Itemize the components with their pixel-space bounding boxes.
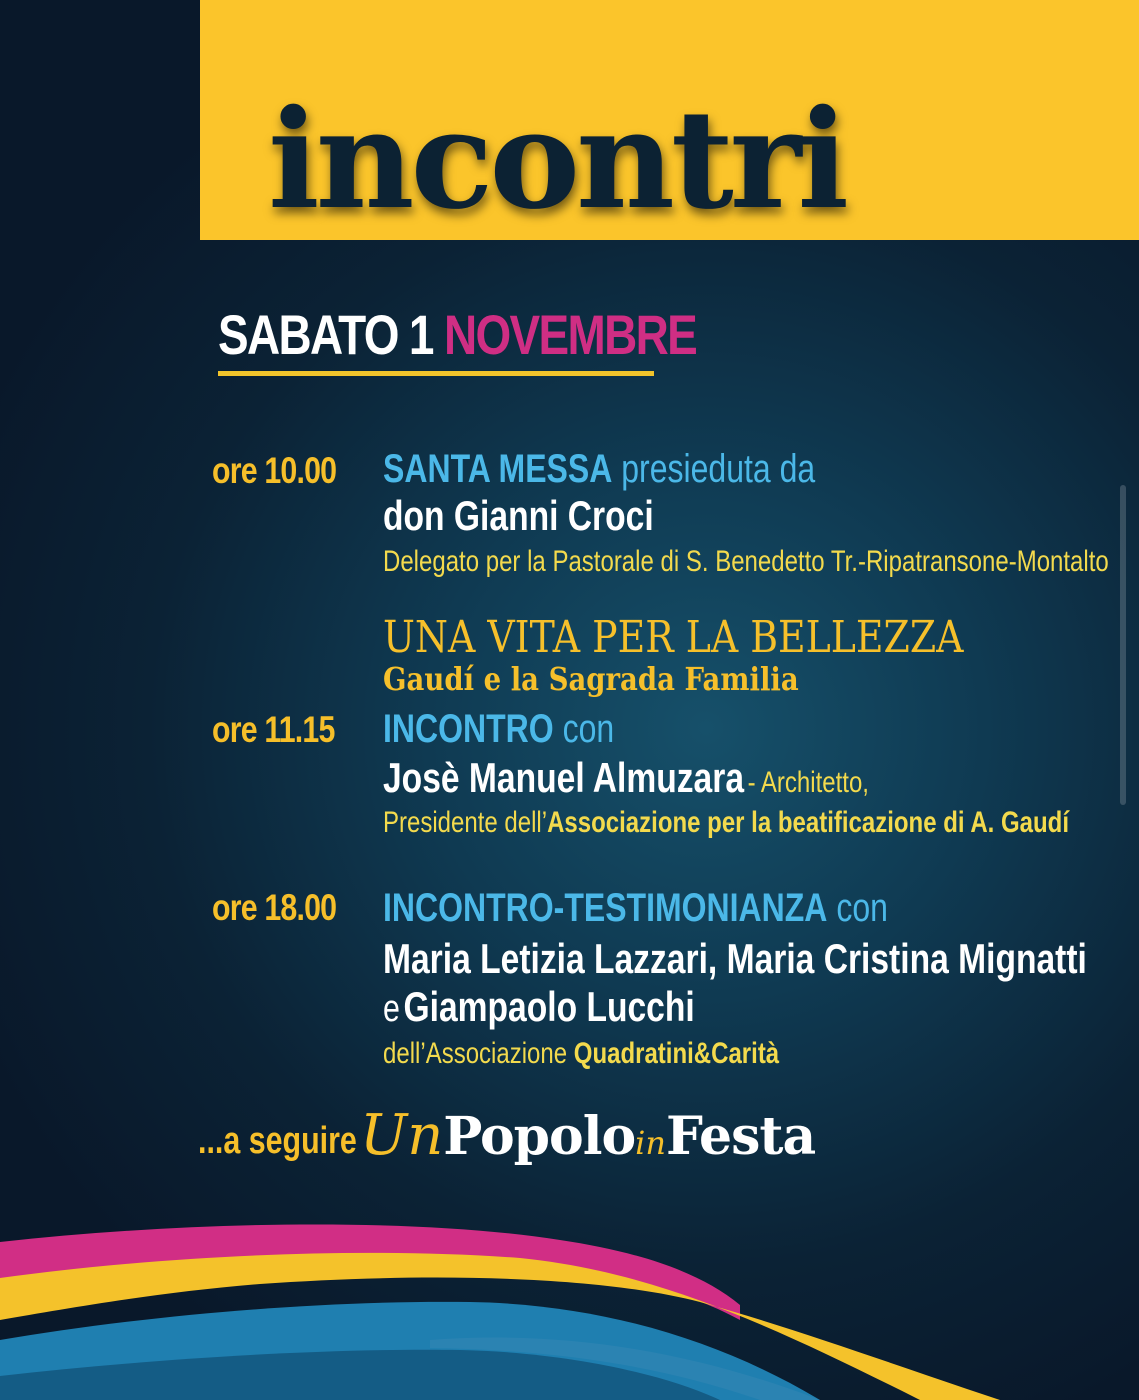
event-3-title-highlight: INCONTRO-TESTIMONIANZA xyxy=(383,886,828,930)
event-1-name: don Gianni Croci xyxy=(383,492,654,539)
follow-text: ...a seguire xyxy=(198,1120,357,1162)
event-3-conj: e xyxy=(383,988,400,1030)
event-2-name-suffix: - Architetto, xyxy=(747,766,869,799)
event-3-time: ore 18.00 xyxy=(212,887,337,928)
logo-un: Un xyxy=(360,1103,444,1168)
event-2-name-line xyxy=(383,754,869,802)
event-3-names-2-line xyxy=(383,983,695,1031)
event-2-role xyxy=(383,806,1069,840)
date-underline xyxy=(218,371,654,376)
scrollbar[interactable] xyxy=(1120,485,1126,805)
event-2-subheading: Gaudí e la Sagrada Familia xyxy=(383,660,799,698)
event-1-role: Delegato per la Pastorale di S. Benedetto Tr.-Ripatransone-Montalto xyxy=(383,545,1109,578)
date-month: NOVEMBRE xyxy=(443,303,697,366)
event-3-names-2: Giampaolo Lucchi xyxy=(403,983,695,1030)
date-day: SABATO 1 xyxy=(218,303,433,366)
event-3-title-rest: con xyxy=(836,886,888,930)
event-2-name: Josè Manuel Almuzara xyxy=(383,754,745,801)
logo-in: in xyxy=(635,1124,666,1162)
logo-festa: Festa xyxy=(665,1106,816,1167)
event-2-heading: UNA VITA PER LA BELLEZZA xyxy=(383,612,964,663)
event-1-title-highlight: SANTA MESSA xyxy=(383,447,613,491)
event-2-title xyxy=(383,707,614,752)
event-3-role-bold: Quadratini&Carità xyxy=(573,1037,780,1070)
event-3-role-prefix: dell’Associazione xyxy=(383,1037,568,1070)
popolo-in-festa-logo xyxy=(360,1103,816,1168)
event-2-time: ore 11.15 xyxy=(212,709,335,750)
event-2-title-highlight: INCONTRO xyxy=(383,707,554,751)
event-3-role xyxy=(383,1037,779,1071)
logo-popolo: Popolo xyxy=(443,1106,636,1167)
event-1-time: ore 10.00 xyxy=(212,450,337,491)
event-3-names-1: Maria Letizia Lazzari, Maria Cristina Mignatti xyxy=(383,935,1087,982)
event-2-role-bold: Associazione per la beatificazione di A. Gaudí xyxy=(547,806,1070,839)
event-1-title xyxy=(383,447,815,492)
poster-title: incontri xyxy=(268,80,846,240)
date-heading xyxy=(218,302,696,367)
event-2-role-prefix: Presidente dell’ xyxy=(383,806,548,839)
event-1-title-rest: presieduta da xyxy=(621,447,816,491)
decorative-waves xyxy=(0,1180,1139,1400)
event-3-title xyxy=(383,886,888,931)
event-2-title-rest: con xyxy=(562,707,615,751)
